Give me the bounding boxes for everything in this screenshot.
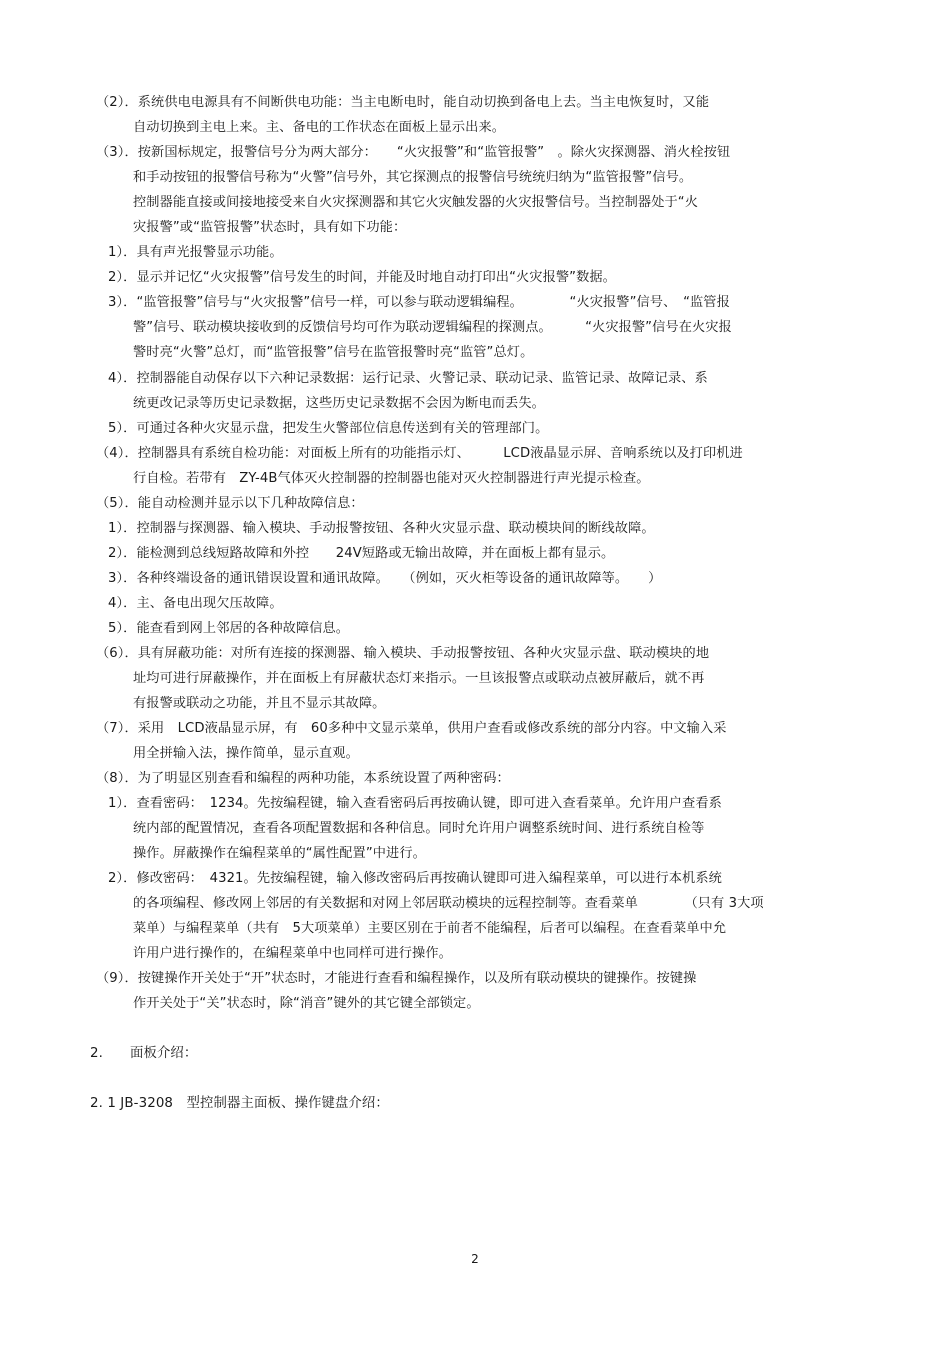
text-line: （9）．按键操作开关处于“开”状态时，才能进行查看和编程操作，以及所有联动模块的键操作。按键操 bbox=[96, 971, 697, 986]
text-line: 3）．“监管报警”信号与“火灾报警”信号一样，可以参与联动逻辑编程。 “火灾报警”信号、 “监管报 bbox=[108, 295, 730, 310]
text-line: （4）．控制器具有系统自检功能：对面板上所有的功能指示灯、 LCD液晶显示屏、音响系统以及打印机进 bbox=[96, 446, 743, 461]
text-line: 控制器能直接或间接地接受来自火灾探测器和其它火灾触发器的火灾报警信号。当控制器处于“火 bbox=[133, 195, 699, 210]
subsection-heading: 2. 1 JB-3208 型控制器主面板、操作键盘介绍： bbox=[90, 1096, 389, 1111]
text-line: 行自检。若带有 ZY-4B气体灭火控制器的控制器也能对灭火控制器进行声光提示检查。 bbox=[133, 471, 650, 486]
text-line: （5）．能自动检测并显示以下几种故障信息： bbox=[96, 496, 364, 511]
text-line: 址均可进行屏蔽操作，并在面板上有屏蔽状态灯来指示。一旦该报警点或联动点被屏蔽后，就不再 bbox=[133, 671, 705, 686]
text-line: 自动切换到主电上来。主、备电的工作状态在面板上显示出来。 bbox=[133, 120, 506, 135]
page-number: 2 bbox=[471, 1252, 479, 1266]
text-line: （3）．按新国标规定，报警信号分为两大部分： “火灾报警”和“监管报警” 。除火灾探测器、消火栓按钮 bbox=[96, 145, 731, 160]
text-line: 5）．可通过各种火灾显示盘，把发生火警部位信息传送到有关的管理部门。 bbox=[108, 421, 549, 436]
text-line: 警时亮“火警”总灯，而“监管报警”信号在监管报警时亮“监管”总灯。 bbox=[133, 345, 534, 360]
text-line: 有报警或联动之功能，并且不显示其故障。 bbox=[133, 696, 386, 711]
text-line: （6）．具有屏蔽功能：对所有连接的探测器、输入模块、手动报警按钮、各种火灾显示盘、联动模块的地 bbox=[96, 646, 710, 661]
section-heading: 2. 面板介绍： bbox=[90, 1046, 198, 1061]
text-line: 的各项编程、修改网上邻居的有关数据和对网上邻居联动模块的远程控制等。查看菜单 （只有 3大项 bbox=[133, 896, 764, 911]
text-line: 1）．控制器与探测器、输入模块、手动报警按钮、各种火灾显示盘、联动模块间的断线故障。 bbox=[108, 521, 655, 536]
text-line: 4）．主、备电出现欠压故障。 bbox=[108, 596, 283, 611]
text-line: 统更改记录等历史记录数据，这些历史记录数据不会因为断电而丢失。 bbox=[133, 396, 545, 411]
text-line: 4）．控制器能自动保存以下六种记录数据：运行记录、火警记录、联动记录、监管记录、故障记录、系 bbox=[108, 371, 708, 386]
text-line: 统内部的配置情况，查看各项配置数据和各种信息。同时允许用户调整系统时间、进行系统自检等 bbox=[133, 821, 705, 836]
text-line: 操作。屏蔽操作在编程菜单的“属性配置”中进行。 bbox=[133, 846, 426, 861]
text-line: 菜单）与编程菜单（共有 5大项菜单）主要区别在于前者不能编程，后者可以编程。在查看菜单中允 bbox=[133, 921, 727, 936]
text-line: 用全拼输入法，操作简单，显示直观。 bbox=[133, 746, 359, 761]
text-line: 灾报警”或“监管报警”状态时，具有如下功能： bbox=[133, 220, 407, 235]
text-line: 和手动按钮的报警信号称为“火警”信号外，其它探测点的报警信号统统归纳为“监管报警”信号。 bbox=[133, 170, 693, 185]
text-line: 警”信号、联动模块接收到的反馈信号均可作为联动逻辑编程的探测点。 “火灾报警”信号在火灾报 bbox=[133, 320, 732, 335]
text-line: 2）．修改密码： 4321。先按编程键，输入修改密码后再按确认键即可进入编程菜单，可以进行本机系统 bbox=[108, 871, 722, 886]
text-line: （7）．采用 LCD液晶显示屏，有 60多种中文显示菜单，供用户查看或修改系统的部分内容。中文输入采 bbox=[96, 721, 727, 736]
text-line: 作开关处于“关”状态时，除“消音”键外的其它键全部锁定。 bbox=[133, 996, 480, 1011]
text-line: 许用户进行操作的，在编程菜单中也同样可进行操作。 bbox=[133, 946, 452, 961]
text-line: 2）．能检测到总线短路故障和外控 24V短路或无输出故障，并在面板上都有显示。 bbox=[108, 546, 615, 561]
text-line: 3）．各种终端设备的通讯错误设置和通讯故障。 （例如，灭火柜等设备的通讯故障等。 ） bbox=[108, 571, 662, 586]
text-line: 1）．具有声光报警显示功能。 bbox=[108, 245, 283, 260]
text-line: （2）．系统供电电源具有不间断供电功能：当主电断电时，能自动切换到备电上去。当主电恢复时，又能 bbox=[96, 95, 710, 110]
text-line: 5）．能查看到网上邻居的各种故障信息。 bbox=[108, 621, 350, 636]
text-line: 1）．查看密码： 1234。先按编程键，输入查看密码后再按确认键，即可进入查看菜单。允许用户查看系 bbox=[108, 796, 722, 811]
text-line: （8）．为了明显区别查看和编程的两种功能，本系统设置了两种密码： bbox=[96, 771, 510, 786]
text-line: 2）．显示并记忆“火灾报警”信号发生的时间，并能及时地自动打印出“火灾报警”数据。 bbox=[108, 270, 616, 285]
